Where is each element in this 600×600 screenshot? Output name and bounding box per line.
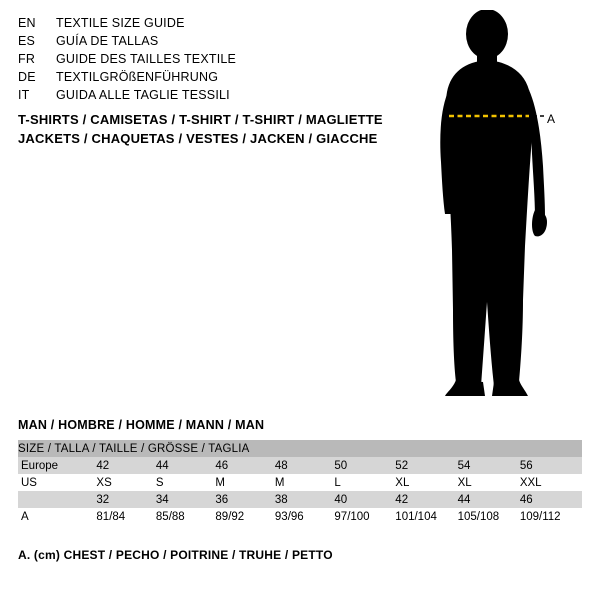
cell: 40: [334, 493, 348, 506]
cell: M: [274, 476, 285, 489]
table-row: [18, 474, 582, 491]
language-row: [18, 34, 358, 52]
category-list: [18, 110, 398, 148]
cell: 89/92: [215, 510, 245, 523]
cell: 56: [519, 459, 533, 472]
cell: 36: [215, 493, 229, 506]
language-code: EN: [18, 16, 36, 30]
size-table: [18, 440, 582, 525]
cell: L: [334, 476, 341, 489]
table-header-label: SIZE / TALLA / TAILLE / GRÖSSE / TAGLIA: [18, 442, 250, 455]
cell: 109/112: [519, 510, 561, 523]
cell: XS: [96, 476, 112, 489]
cell: 105/108: [457, 510, 500, 523]
cell: XL: [395, 476, 410, 489]
cell: 38: [274, 493, 288, 506]
cell: XL: [457, 476, 472, 489]
cell: 34: [155, 493, 169, 506]
language-code: ES: [18, 34, 36, 48]
row-label-blank: [18, 491, 96, 508]
table-row: [18, 491, 582, 508]
language-list: [18, 16, 358, 106]
measure-label-a: A: [547, 112, 556, 126]
cell: M: [215, 476, 225, 489]
table-header-row: [18, 440, 582, 457]
row-label-a: A: [21, 510, 29, 523]
language-row: [18, 88, 358, 106]
table-row: [18, 508, 582, 525]
cell: 42: [395, 493, 409, 506]
cell: 32: [96, 493, 110, 506]
language-title: GUIDE DES TAILLES TEXTILE: [56, 52, 237, 66]
language-row: [18, 16, 358, 34]
language-row: [18, 52, 358, 70]
language-code: DE: [18, 70, 36, 84]
body-silhouette-figure: [395, 10, 595, 410]
silhouette-icon: [395, 10, 595, 410]
cell: 44: [457, 493, 471, 506]
category-jackets: JACKETS / CHAQUETAS / VESTES / JACKEN / GIACCHE: [18, 131, 378, 146]
language-title: GUÍA DE TALLAS: [56, 34, 159, 48]
row-label-us: US: [21, 476, 37, 489]
category-tshirts: T-SHIRTS / CAMISETAS / T-SHIRT / T-SHIRT / MAGLIETTE: [18, 112, 383, 127]
cell: 54: [457, 459, 471, 472]
cell: 46: [215, 459, 229, 472]
cell: 93/96: [274, 510, 304, 523]
footnote-chest: A. (cm) CHEST / PECHO / POITRINE / TRUHE / PETTO: [18, 548, 333, 562]
language-title: TEXTILE SIZE GUIDE: [56, 16, 185, 30]
cell: 46: [519, 493, 533, 506]
cell: 52: [395, 459, 409, 472]
language-row: [18, 70, 358, 88]
table-gender-title: MAN / HOMBRE / HOMME / MANN / MAN: [18, 418, 265, 432]
cell: 44: [155, 459, 169, 472]
language-title: GUIDA ALLE TAGLIE TESSILI: [56, 88, 230, 102]
cell: 97/100: [334, 510, 370, 523]
cell: 42: [96, 459, 110, 472]
cell: S: [155, 476, 164, 489]
language-code: IT: [18, 88, 30, 102]
cell: 50: [334, 459, 348, 472]
language-title: TEXTILGRÖßENFÜHRUNG: [56, 70, 219, 84]
row-label-europe: Europe: [21, 459, 59, 472]
cell: XXL: [519, 476, 542, 489]
table-row: [18, 457, 582, 474]
cell: 101/104: [395, 510, 437, 523]
language-code: FR: [18, 52, 36, 66]
cell: 48: [274, 459, 288, 472]
cell: 85/88: [155, 510, 185, 523]
cell: 81/84: [96, 510, 126, 523]
